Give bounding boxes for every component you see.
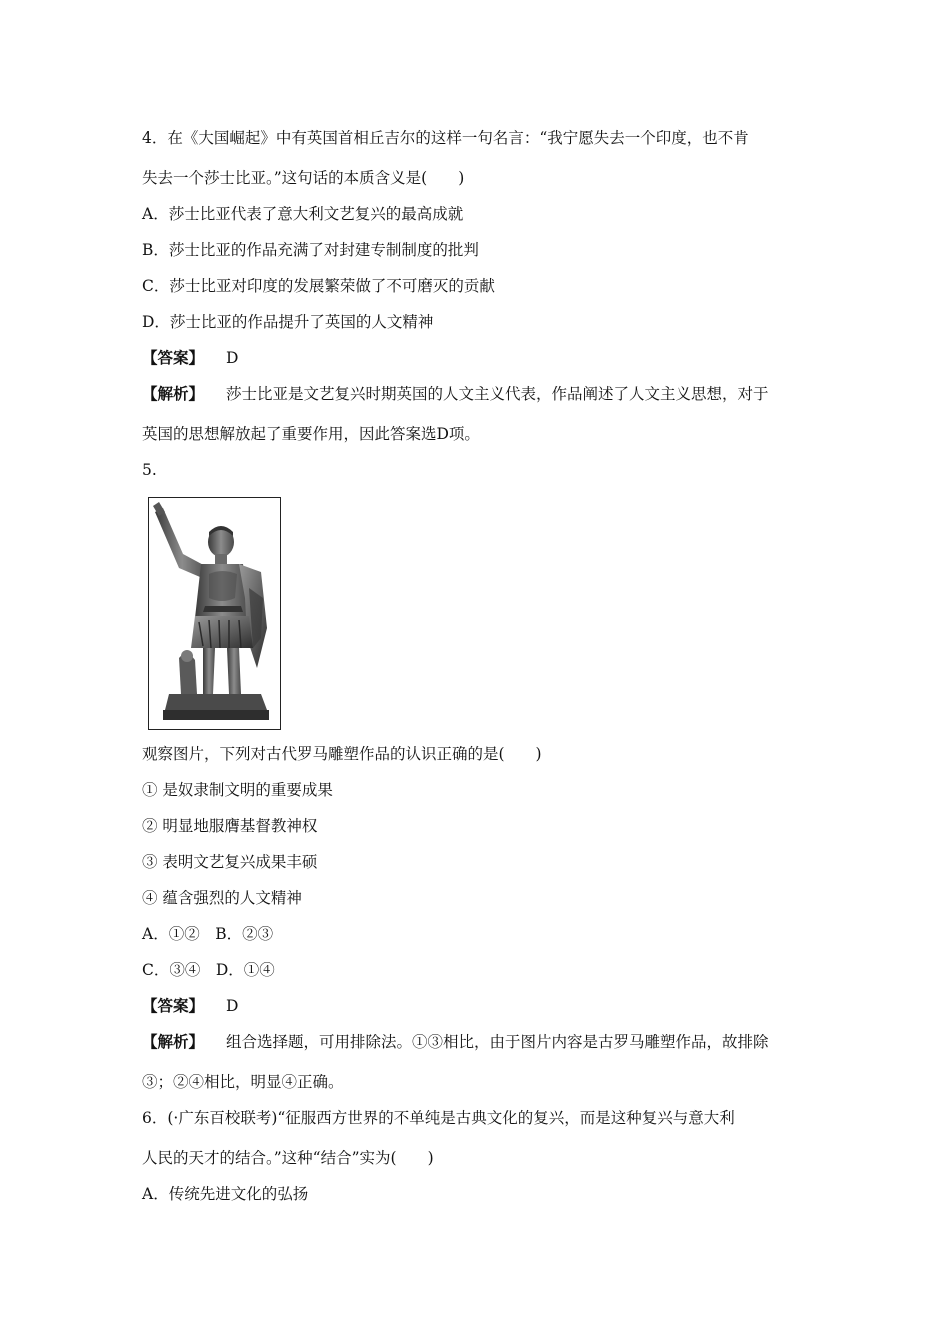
q5-answer-tag: 【答案】	[142, 996, 205, 1015]
q4-analysis	[142, 384, 769, 404]
q5-analysis-line1: 组合选择题，可用排除法。①③相比，由于图片内容是古罗马雕塑作品，故排除	[226, 1033, 769, 1051]
q5-analysis	[142, 1032, 769, 1052]
q6-stem-line2: 人民的天才的结合。”这种“结合”实为( )	[142, 1149, 434, 1167]
q4-analysis-line1: 莎士比亚是文艺复兴时期英国的人文主义代表，作品阐述了人文主义思想，对于	[226, 385, 769, 403]
roman-statue-figure	[148, 497, 281, 730]
q5-item-4: ④ 蕴含强烈的人文精神	[142, 889, 302, 907]
q5-options-ab: A．①② B．②③	[142, 925, 274, 943]
q4-option-a: A．莎士比亚代表了意大利文艺复兴的最高成就	[142, 205, 464, 223]
q4-answer	[142, 348, 238, 368]
q4-answer-tag: 【答案】	[142, 348, 205, 367]
q5-item-1: ① 是奴隶制文明的重要成果	[142, 781, 333, 799]
q4-option-c: C．莎士比亚对印度的发展繁荣做了不可磨灭的贡献	[142, 277, 495, 295]
q4-stem-line1: 4．在《大国崛起》中有英国首相丘吉尔的这样一句名言：“我宁愿失去一个印度，也不肯	[142, 129, 749, 147]
q4-analysis-line2: 英国的思想解放起了重要作用，因此答案选D项。	[142, 425, 480, 443]
q6-option-a: A．传统先进文化的弘扬	[142, 1185, 309, 1203]
q6-stem-line1: 6．(·广东百校联考)“征服西方世界的不单纯是古典文化的复兴，而是这种复兴与意大利	[142, 1109, 735, 1127]
q4-option-d: D．莎士比亚的作品提升了英国的人文精神	[142, 313, 434, 331]
q5-item-2: ② 明显地服膺基督教神权	[142, 817, 318, 835]
q4-option-b: B．莎士比亚的作品充满了对封建专制制度的批判	[142, 241, 479, 259]
q5-answer	[142, 996, 238, 1016]
q5-analysis-line2: ③；②④相比，明显④正确。	[142, 1073, 344, 1091]
q4-stem-line2: 失去一个莎士比亚。”这句话的本质含义是( )	[142, 169, 465, 187]
q5-answer-value: D	[226, 997, 239, 1015]
q4-analysis-tag: 【解析】	[142, 384, 205, 403]
q5-number: 5.	[142, 461, 157, 479]
q5-item-3: ③ 表明文艺复兴成果丰硕	[142, 853, 318, 871]
roman-statue-icon	[149, 498, 280, 729]
q5-stem: 观察图片，下列对古代罗马雕塑作品的认识正确的是( )	[142, 745, 542, 763]
q5-options-cd: C．③④ D．①④	[142, 961, 275, 979]
q4-answer-value: D	[226, 349, 239, 367]
q5-analysis-tag: 【解析】	[142, 1032, 205, 1051]
